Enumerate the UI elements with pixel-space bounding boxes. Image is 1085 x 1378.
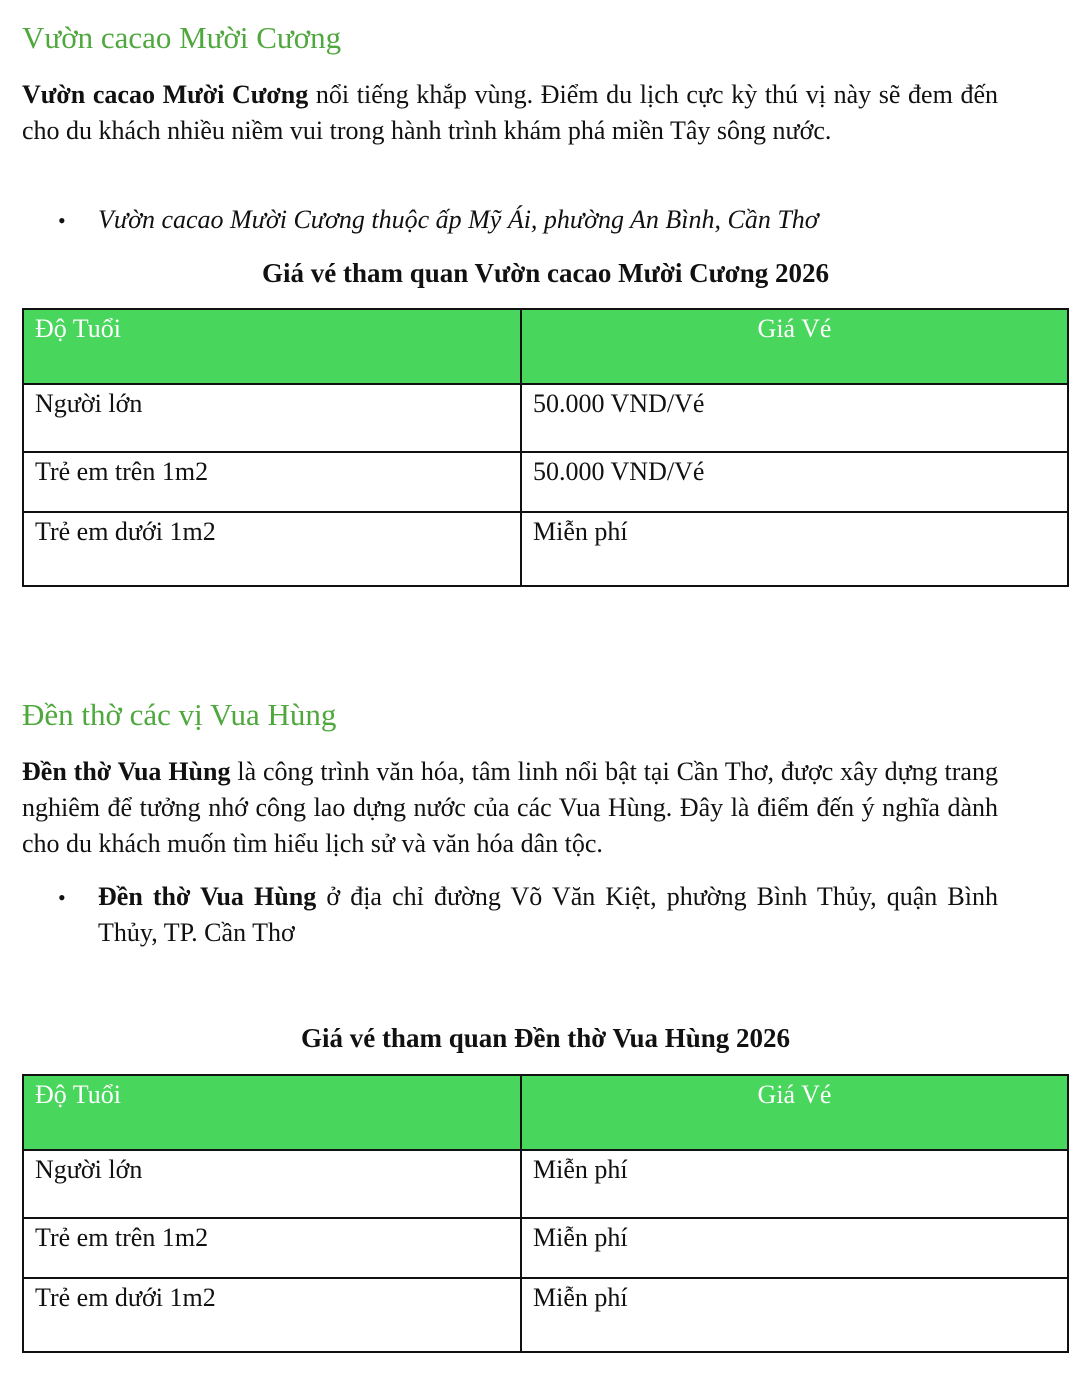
section2-bullet-bold: Đền thờ Vua Hùng: [98, 882, 317, 911]
bullet-dot-icon: •: [58, 885, 66, 910]
section1-heading: Vườn cacao Mười Cương: [22, 20, 342, 55]
section2-intro: [22, 754, 998, 862]
section1-price-table: [22, 308, 1069, 587]
table-row: [23, 452, 1068, 512]
section1-bullet: Vườn cacao Mười Cương thuộc ấp Mỹ Ái, phường An Bình, Cần Thơ: [98, 205, 819, 234]
table-header-row: [23, 1075, 1068, 1150]
table-cell-age: Trẻ em dưới 1m2: [23, 512, 521, 586]
table-row: [23, 1278, 1068, 1352]
section2-bullet-text: ở địa chỉ đường Võ Văn Kiệt, phường Bình Thủy, quận Bình Thủy, TP. Cần Thơ: [98, 882, 998, 947]
table-row: [23, 1218, 1068, 1278]
section2-table-caption: Giá vé tham quan Đền thờ Vua Hùng 2026: [300, 1023, 791, 1053]
table-cell-price: 50.000 VND/Vé: [521, 452, 1068, 512]
table-row: [23, 384, 1068, 452]
section1-intro-bold: Vườn cacao Mười Cương: [22, 80, 309, 109]
section2-price-table: [22, 1074, 1069, 1353]
table-header-price: Giá Vé: [521, 309, 1068, 384]
section1-table-caption: Giá vé tham quan Vườn cacao Mười Cương 2026: [262, 258, 829, 288]
table-header-age: Độ Tuổi: [23, 1075, 521, 1150]
section1-intro-text: nổi tiếng khắp vùng. Điểm du lịch cực kỳ thú vị này sẽ đem đến cho du khách nhiều niềm vui trong hành trình khám phá miền Tây sông nước.: [22, 80, 998, 145]
table-header-price: Giá Vé: [521, 1075, 1068, 1150]
table-cell-age: Người lớn: [23, 384, 521, 452]
table-row: [23, 1150, 1068, 1218]
table-header-age: Độ Tuổi: [23, 309, 521, 384]
bullet-dot-icon: •: [58, 208, 66, 233]
table-cell-price: Miễn phí: [521, 512, 1068, 586]
table-row: [23, 512, 1068, 586]
table-header-row: [23, 309, 1068, 384]
table-cell-age: Trẻ em trên 1m2: [23, 1218, 521, 1278]
section2-bullet: [98, 879, 998, 951]
table-cell-age: Trẻ em dưới 1m2: [23, 1278, 521, 1352]
table-cell-age: Người lớn: [23, 1150, 521, 1218]
section2-heading: Đền thờ các vị Vua Hùng: [22, 697, 337, 732]
table-cell-price: Miễn phí: [521, 1150, 1068, 1218]
section2-intro-text: là công trình văn hóa, tâm linh nổi bật tại Cần Thơ, được xây dựng trang nghiêm để tưởng nhớ công lao dựng nước của các Vua Hùng. Đây là điểm đến ý nghĩa dành cho du khách muốn tìm hiểu lịch sử và văn hóa dân tộc.: [22, 757, 998, 858]
table-cell-price: Miễn phí: [521, 1278, 1068, 1352]
section1-intro: [22, 77, 998, 149]
table-cell-price: 50.000 VND/Vé: [521, 384, 1068, 452]
table-cell-age: Trẻ em trên 1m2: [23, 452, 521, 512]
section2-intro-bold: Đền thờ Vua Hùng: [22, 757, 231, 786]
table-cell-price: Miễn phí: [521, 1218, 1068, 1278]
